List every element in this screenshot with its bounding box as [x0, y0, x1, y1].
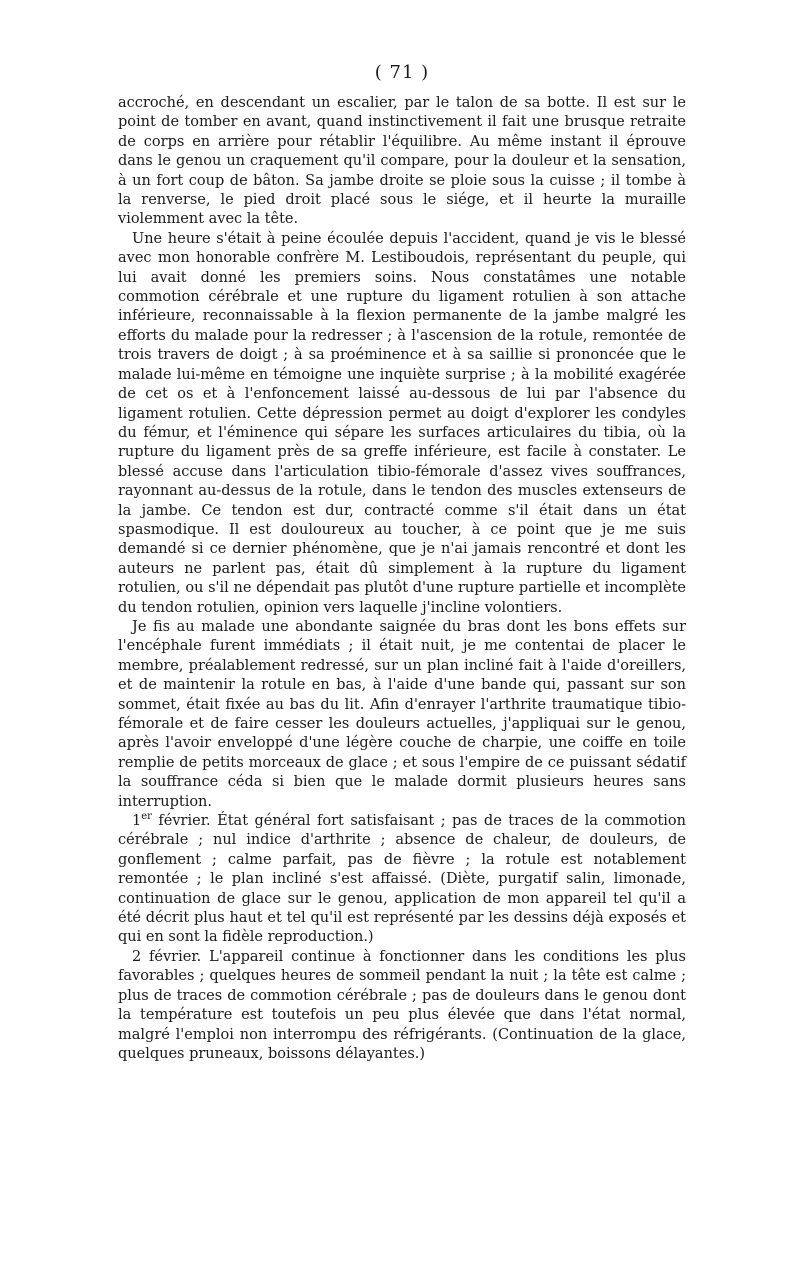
entry-day: 1 [132, 813, 142, 830]
dated-entry-february-2 [118, 948, 686, 1064]
dated-entry-february-1 [118, 812, 686, 948]
paragraph-accident-description: accroché, en descendant un escalier, par le talon de sa botte. Il est sur le point de tomber en avant, quand instinctivement il fait une brusque retraite de corps en arrière pour rétablir l'équilibre. Au même instant il éprouve dans le genou un craquement qu'il compare, pour la douleur et la sensation, à un fort coup de bâton. Sa jambe droite se ploie sous la cuisse ; il tombe à la renverse, le pied droit placé sous le siége, et il heurte la muraille violemment avec la tête. [118, 95, 686, 228]
entry-day: 2 [132, 948, 142, 965]
entry-text: février. État général fort satisfaisant ; pas de traces de la commotion cérébrale ; nul indice d'arthrite ; absence de chaleur, de douleurs, de gonflement ; calme parfait, pas de fièvre ; la rotule est notablement remontée ; le plan incliné s'est affaissé. (Diète, purgatif salin, limonade, continuation de glace sur le genou, application de mon appareil tel qu'il a été décrit plus haut et tel qu'il est représenté par les dessins déjà exposés et qui en sont la fidèle reproduction.) [118, 813, 686, 946]
entry-text: février. L'appareil continue à fonctionner dans les conditions les plus favorables ; quelques heures de sommeil pendant la nuit ; la tête est calme ; plus de traces de commotion cérébrale ; pas de douleurs dans le genou dont la température est toutefois un peu plus élevée que dans l'état normal, malgré l'emploi non interrompu des réfrigérants. (Continuation de la glace, quelques pruneaux, boissons délayantes.) [118, 948, 686, 1062]
book-page [118, 62, 686, 1064]
entry-ordinal: er [141, 811, 152, 823]
paragraph-examination: Une heure s'était à peine écoulée depuis l'accident, quand je vis le blessé avec mon honorable confrère M. Lestiboudois, représentant du peuple, qui lui avait donné les premiers soins. Nous constatâmes une notable commotion cérébrale et une rupture du ligament rotulien à son attache inférieure, reconnaissable à la flexion permanente de la jambe malgré les efforts du malade pour la redresser ; à l'ascension de la rotule, remontée de trois travers de doigt ; à sa proéminence et à sa saillie si prononcée que le malade lui-même en témoigne une inquiète surprise ; à la mobilité exagérée de cet os et à l'enfoncement laissé au-dessous de lui par l'absence du ligament rotulien. Cette dépression permet au doigt d'explorer les condyles du fémur, et l'éminence qui sépare les surfaces articulaires du tibia, où la rupture du ligament près de sa greffe inférieure, est facile à constater. Le blessé accuse dans l'articulation tibio-fémorale d'assez vives souffrances, rayonnant au-dessus de la rotule, dans le tendon des muscles extenseurs de la jambe. Ce tendon est dur, contracté comme s'il était dans un état spasmodique. Il est douloureux au toucher, à ce point que je me suis demandé si ce dernier phénomène, que je n'ai jamais rencontré et dont les auteurs ne parlent pas, était dû simplement à la rupture du ligament rotulien, ou s'il ne dépendait pas plutôt d'une rupture partielle et incomplète du tendon rotulien, opinion vers laquelle j'incline volontiers. [118, 230, 686, 616]
page-number: ( 71 ) [374, 62, 430, 83]
paragraph-treatment: Je fis au malade une abondante saignée du bras dont les bons effets sur l'encéphale furent immédiats ; il était nuit, je me contentai de placer le membre, préalablement redressé, sur un plan incliné fait à l'aide d'oreillers, et de maintenir la rotule en bas, à l'aide d'une bande qui, passant sur son sommet, était fixée au bas du lit. Afin d'enrayer l'arthrite traumatique tibio-fémorale et de faire cesser les douleurs actuelles, j'appliquai sur le genou, après l'avoir enveloppé d'une légère couche de charpie, une coiffe en toile remplie de petits morceaux de glace ; et sous l'empire de ce puissant sédatif la souffrance céda si bien que le malade dormit plusieurs heures sans interruption. [118, 618, 686, 810]
